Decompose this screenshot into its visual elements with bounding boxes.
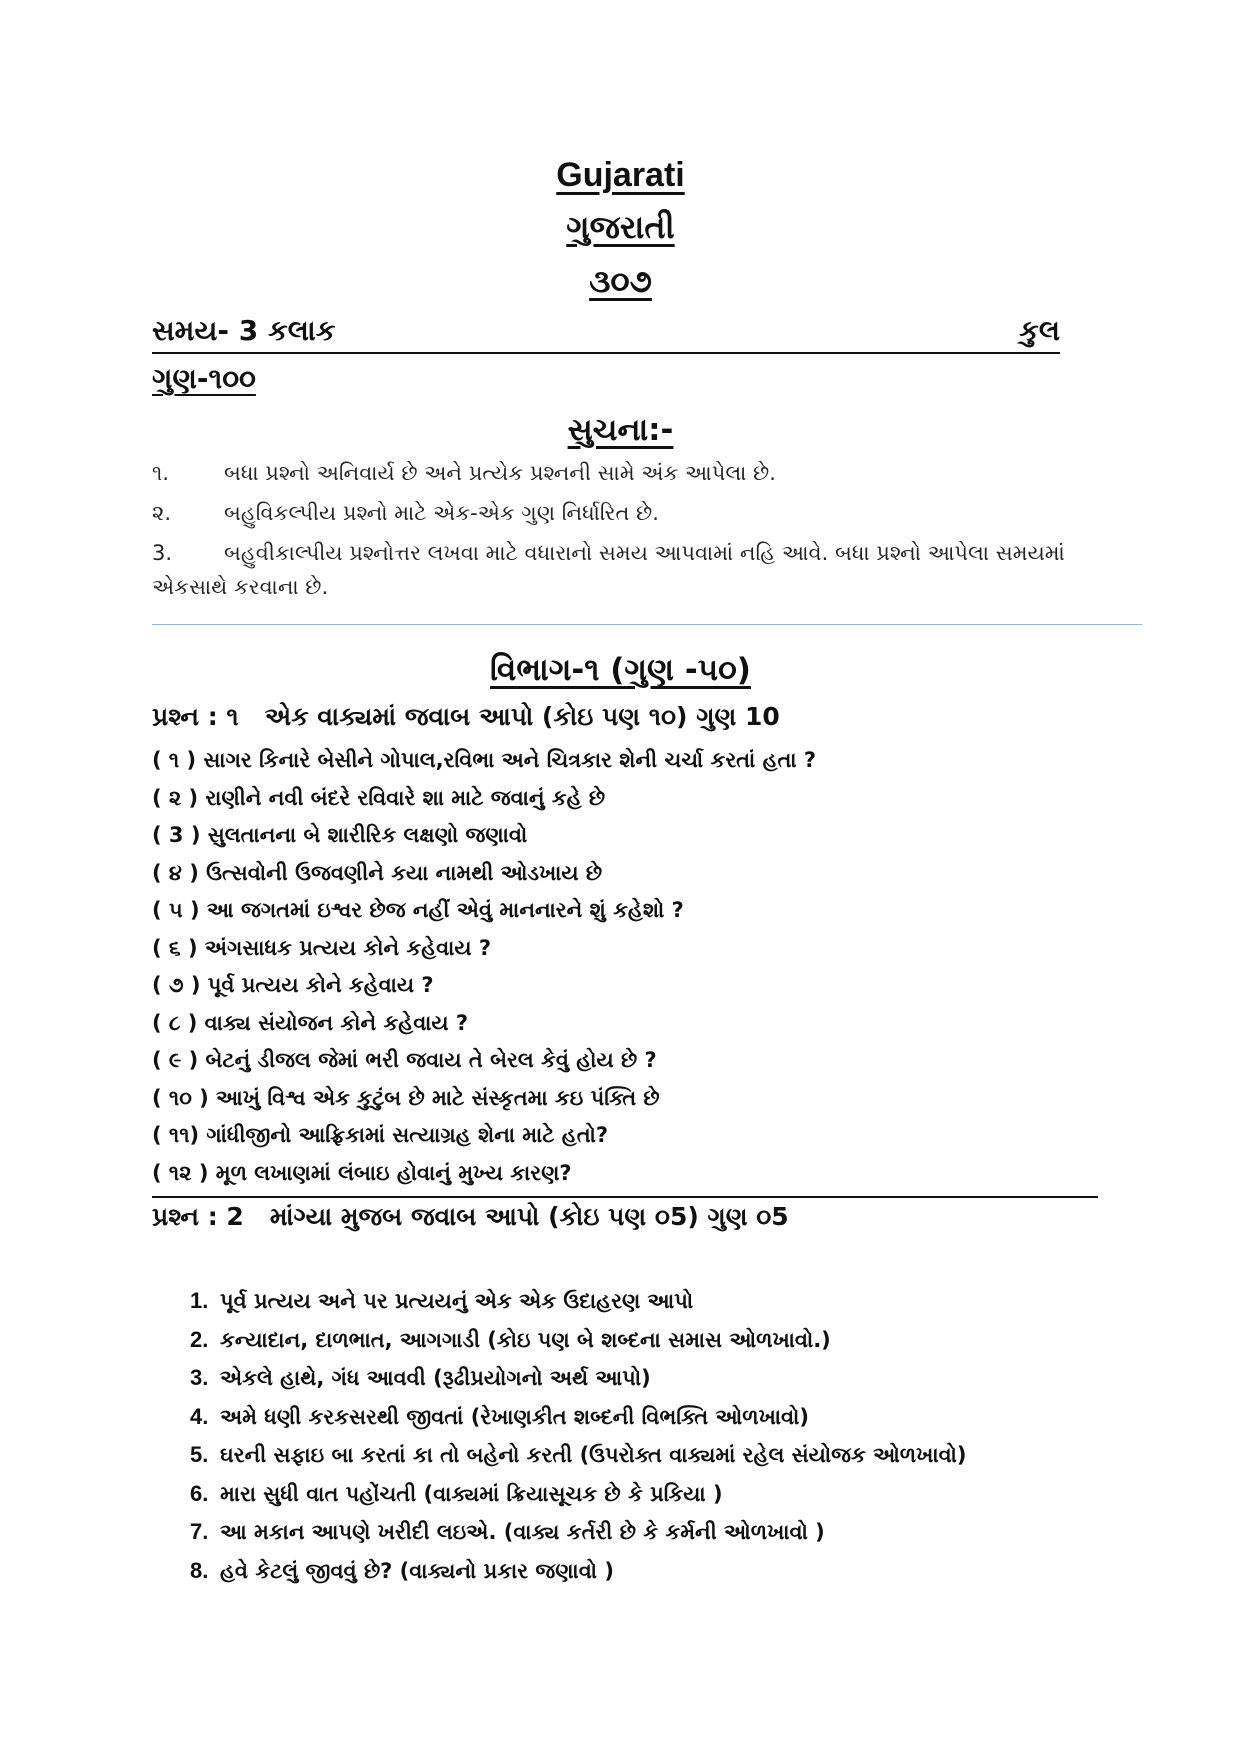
- list-item: [190, 1359, 1110, 1398]
- list-item: ( ૧૦ ) આખું વિશ્વ એક કુટુંબ છે માટે સંસ્કૃતમા કઇ પંક્તિ છે: [152, 1085, 660, 1110]
- instruction-text: બધા પ્રશ્નો અનિવાર્ય છે અને પ્રત્યેક પ્રશ્નની સામે અંક આપેલા છે.: [224, 461, 776, 485]
- list-item: [190, 1321, 1110, 1360]
- list-item: ( 3 ) સુલતાનના બે શારીરિક લક્ષણો જણાવો: [152, 823, 528, 847]
- question-2-title: માંગ્યા મુજબ જવાબ આપો (કોઇ પણ ૦5) ગુણ ૦5: [269, 1202, 789, 1231]
- list-item: [190, 1552, 1110, 1591]
- section-divider: [152, 624, 1142, 625]
- question-2-heading: [152, 1202, 789, 1232]
- question-2-number: પ્રશ્ન : 2: [152, 1202, 244, 1231]
- total-marks: ગુણ-૧૦૦: [152, 362, 256, 395]
- item-text: આ મકાન આપણે ખરીદી લઇએ. (વાક્ય કર્તરી છે કે કર્મની ઓળખાવો ): [220, 1520, 825, 1544]
- question-1-title: એક વાક્યમાં જવાબ આપો (કોઇ પણ ૧૦) ગુણ 10: [264, 702, 780, 731]
- instruction-item: [152, 536, 1092, 604]
- item-text: અમે ધણી કરકસરથી જીવતાં (રેખાણકીત શબ્દની વિભક્તિ ઓળખાવો): [220, 1404, 809, 1429]
- item-number: 1.: [190, 1288, 209, 1313]
- instruction-number: ૨.: [152, 501, 172, 525]
- item-number: 3.: [190, 1365, 209, 1390]
- list-item: ( ૭ ) પૂર્વ પ્રત્યય કોને કહેવાય ?: [152, 973, 434, 997]
- instruction-text: બહુવિકલ્પીય પ્રશ્નો માટે એક-એક ગુણ નિર્ધારિત છે.: [224, 501, 659, 525]
- list-item: ( ૧૨ ) મૂળ લખાણમાં લંબાઇ હોવાનું મુખ્ય કારણ?: [152, 1160, 572, 1185]
- item-text: હવે કેટલું જીવવું છે? (વાક્યનો પ્રકાર જણાવો ): [220, 1558, 614, 1583]
- total-label: કુલ: [1019, 314, 1060, 347]
- list-item: ( ૪ ) ઉત્સવોની ઉજવણીને કયા નામથી ઓડખાય છે: [152, 860, 603, 885]
- instruction-number: 3.: [152, 541, 173, 565]
- list-item: [190, 1513, 1110, 1552]
- list-item: [190, 1398, 1110, 1437]
- list-item: [190, 1436, 1110, 1475]
- item-number: 2.: [190, 1326, 209, 1352]
- instruction-item: [152, 456, 1092, 490]
- subject-title-english: Gujarati: [556, 156, 685, 194]
- instructions-title: સુચના:-: [567, 412, 674, 448]
- subject-code: ૩૦૭: [589, 262, 652, 300]
- item-number: 6.: [190, 1480, 209, 1506]
- instruction-item: [152, 496, 1092, 530]
- question-1-number: પ્રશ્ન : ૧: [152, 702, 239, 731]
- subject-title-gujarati: ગુજરાતી: [566, 208, 675, 246]
- list-item: ( ૮ ) વાક્ય સંયોજન કોને કહેવાય ?: [152, 1010, 469, 1035]
- question-1-heading: [152, 702, 780, 732]
- list-item: [190, 1282, 1110, 1321]
- list-item: [190, 1475, 1110, 1514]
- item-text: એકલે હાથે, ગંધ આવવી (રૂઢીપ્રયોગનો અર્થ આપો): [220, 1366, 651, 1390]
- item-number: 8.: [190, 1557, 209, 1583]
- list-item: ( ૫ ) આ જગતમાં ઇશ્વર છેજ નહીં એવું માનનારને શું કહેશો ?: [152, 898, 684, 922]
- time-allowed: સમય- 3 કલાક: [152, 314, 336, 347]
- list-item: ( ૯ ) બેટનું ડીજલ જેમાં ભરી જવાય તે બેરલ કેવું હોય છે ?: [152, 1048, 657, 1072]
- item-text: કન્યાદાન, દાળભાત, આગગાડી (કોઇ પણ બે શબ્દના સમાસ ઓળખાવો.): [220, 1327, 831, 1352]
- section-title: વિભાગ-૧ (ગુણ -૫૦): [490, 652, 751, 688]
- item-number: 4.: [190, 1403, 209, 1429]
- item-number: 7.: [190, 1519, 209, 1544]
- instruction-text: બહુવીકાલ્પીય પ્રશ્નોત્તર લખવા માટે વધારાનો સમય આપવામાં નહિ આવે. બધા પ્રશ્નો આપેલા સમયમાં એકસાથે કરવાના છે.: [152, 541, 1065, 599]
- item-text: પૂર્વ પ્રત્યય અને પર પ્રત્યયનું એક એક ઉદાહરણ આપો: [220, 1289, 694, 1313]
- instruction-number: ૧.: [152, 461, 169, 485]
- item-number: 5.: [190, 1442, 209, 1467]
- question-1-list: [152, 742, 1082, 1192]
- item-text: મારા સુધી વાત પહોંચતી (વાક્યમાં ક્રિયાસૂચક છે કે પ્રકિયા ): [220, 1481, 723, 1506]
- list-item: ( ૨ ) રાણીને નવી બંદરે રવિવારે શા માટે જવાનું કહે છે: [152, 785, 606, 810]
- question-1-divider: [152, 1196, 1098, 1198]
- time-and-total-row: [152, 314, 1060, 354]
- list-item: ( ૧૧) ગાંધીજીનો આફ્રિકામાં સત્યાગ્રહ શેના માટે હતો?: [152, 1123, 609, 1147]
- question-2-list: [190, 1282, 1110, 1590]
- item-text: ઘરની સફાઇ બા કરતાં કા તો બહેનો કરતી (ઉપરોક્ત વાક્યમાં રહેલ સંયોજક ઓળખાવો): [220, 1443, 967, 1467]
- list-item: ( ૬ ) અંગસાધક પ્રત્યય કોને કહેવાય ?: [152, 935, 492, 960]
- list-item: ( ૧ ) સાગર કિનારે બેસીને ગોપાલ,રવિભા અને ચિત્રકાર શેની ચર્ચા કરતાં હતા ?: [152, 748, 817, 772]
